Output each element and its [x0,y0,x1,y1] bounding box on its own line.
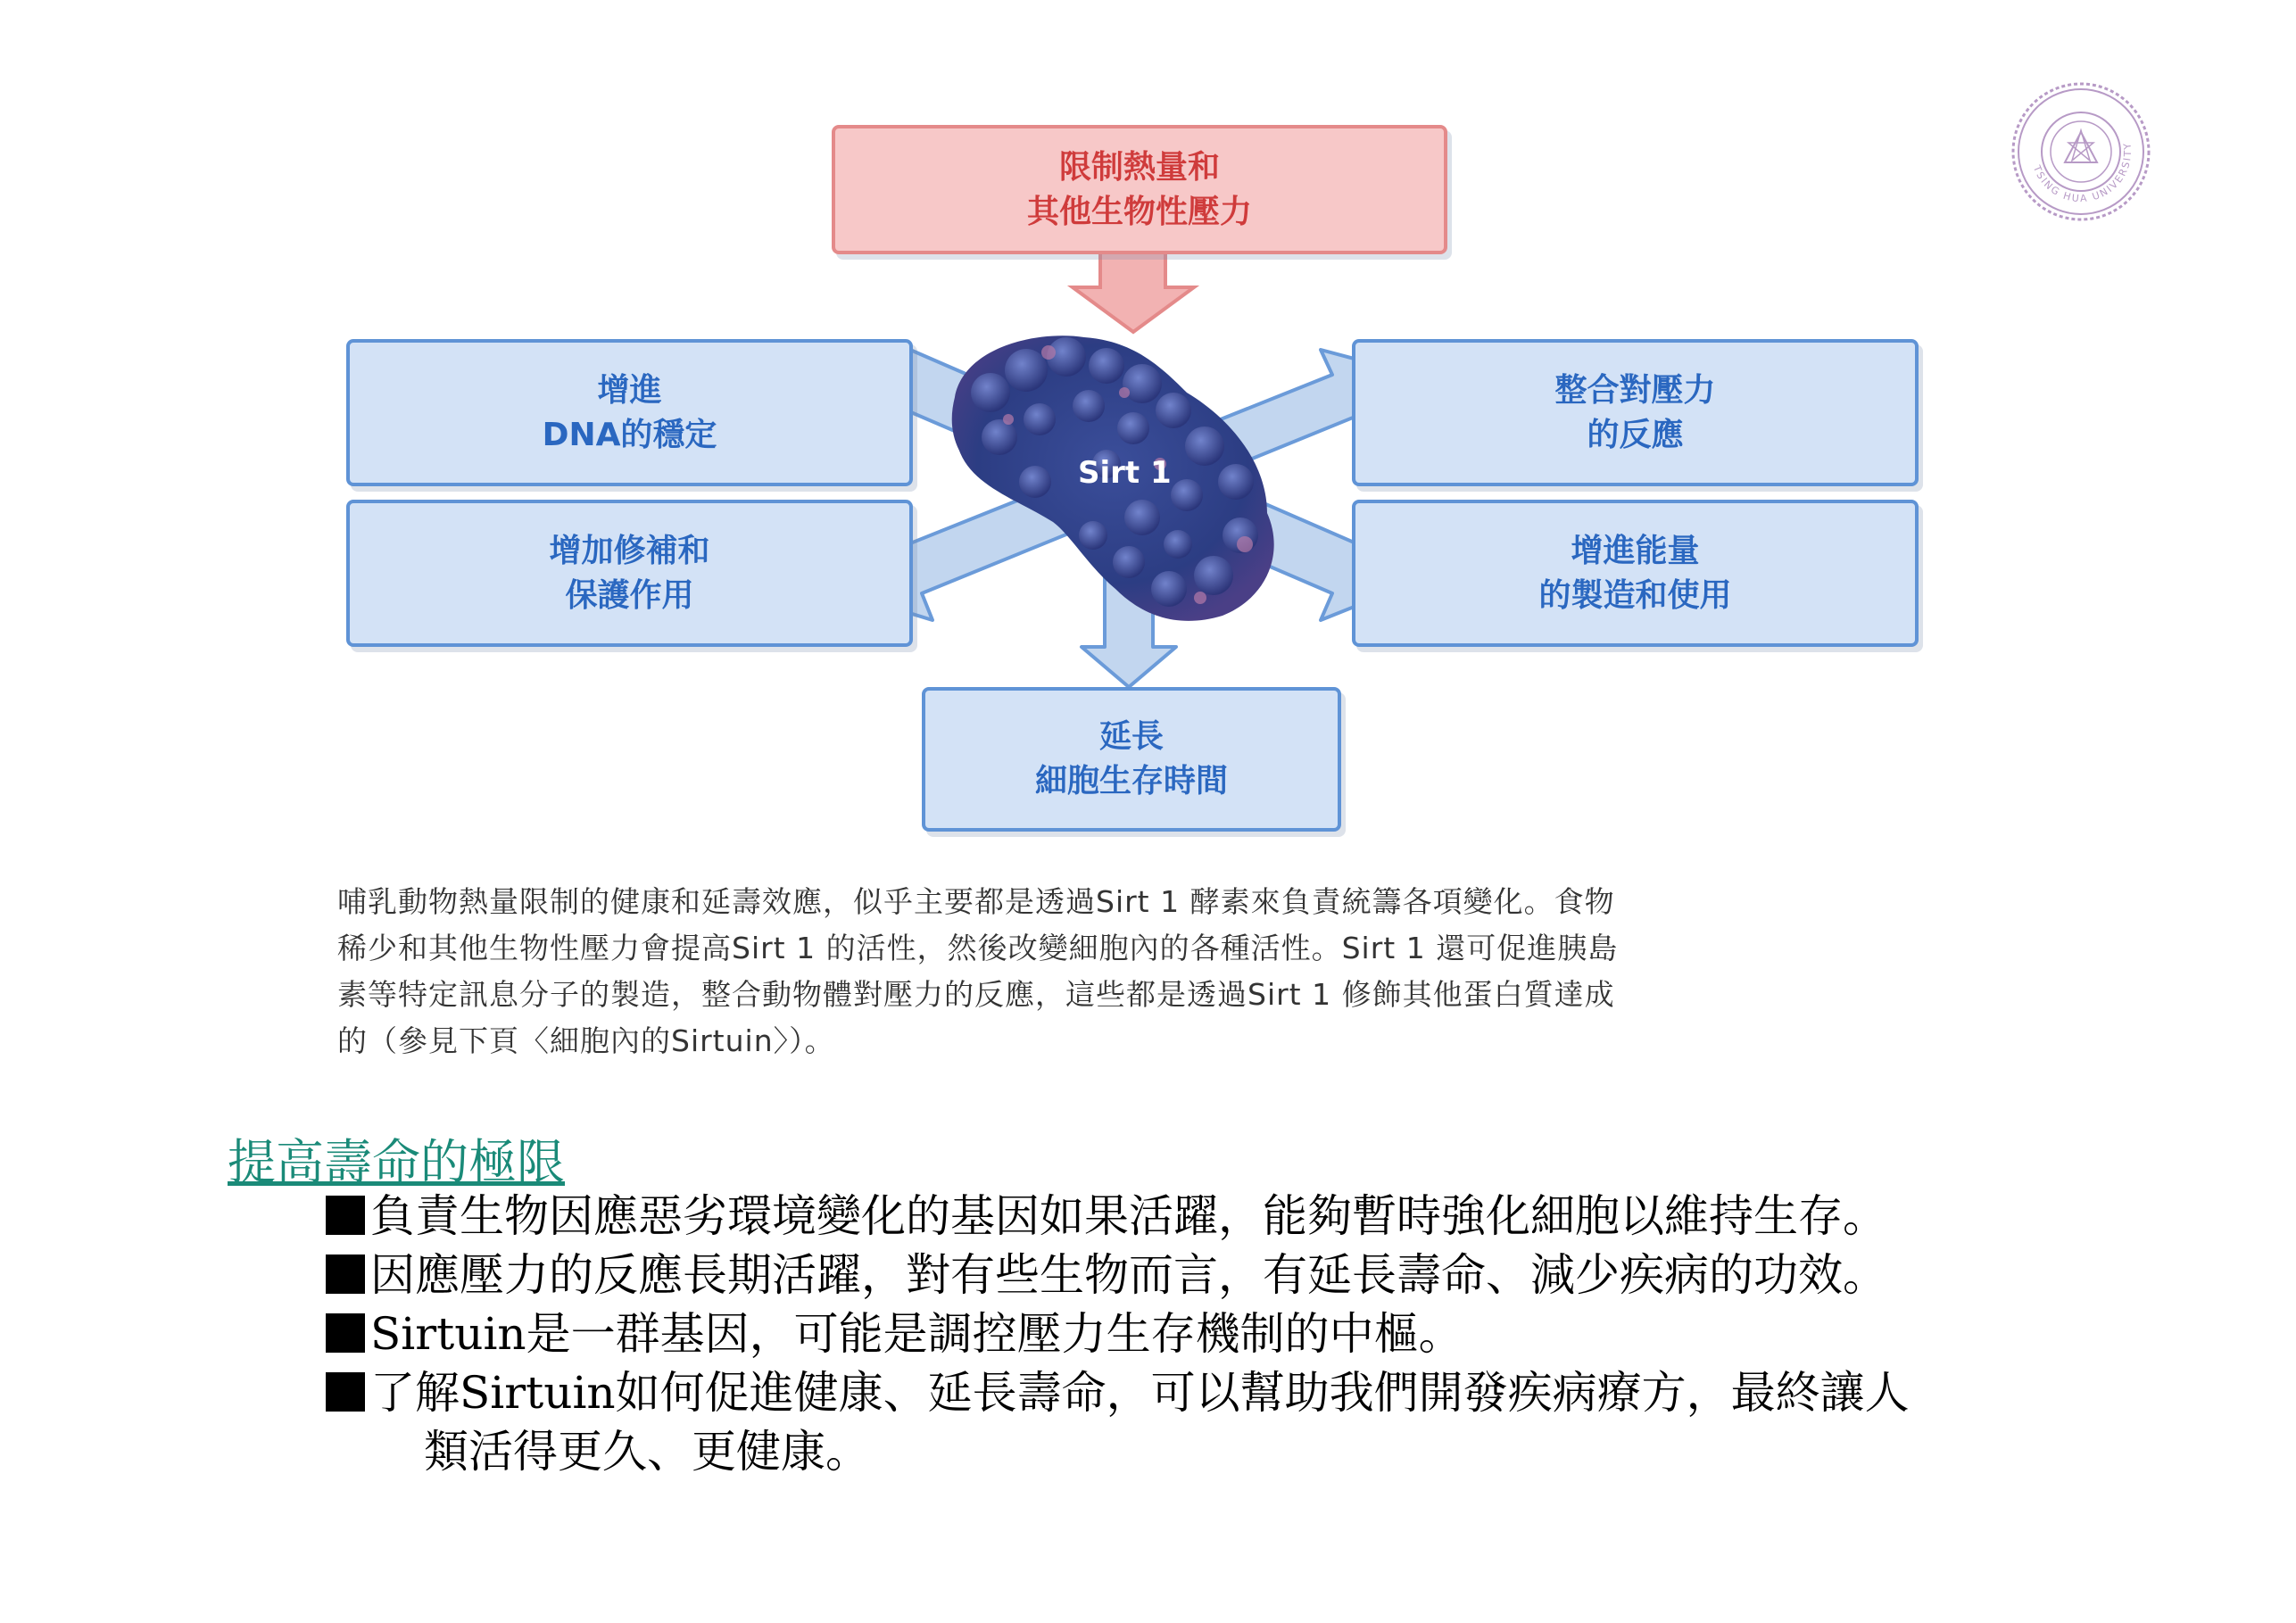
box-energy-production [1352,500,1919,647]
bullet-item [326,1246,1910,1304]
university-seal-logo [2010,80,2152,223]
bullet-text: 了解Sirtuin如何促進健康、延長壽命，可以幫助我們開發疾病療方，最終讓人 [370,1367,1910,1419]
caption-line-4: 的（參見下頁〈細胞內的Sirtuin〉）。 [337,1023,835,1058]
sirt1-label: Sirt 1 [1078,455,1172,491]
caption-line-2: 稀少和其他生物性壓力會提高Sirt 1 的活性，然後改變細胞內的各種活性。Sirt 1 還可促進胰島 [337,931,1619,965]
square-bullet-icon [326,1196,365,1235]
top-box-calorie-restriction [832,125,1447,254]
box-cell-survival [922,687,1341,832]
caption-line-1: 哺乳動物熱量限制的健康和延壽效應，似乎主要都是透過Sirt 1 酵素來負責統籌各項變化。食物 [337,884,1615,919]
box-energy-line-2: 的製造和使用 [1538,576,1732,614]
bullet-text: Sirtuin是一群基因，可能是調控壓力生存機制的中樞。 [370,1308,1463,1360]
square-bullet-icon [326,1372,365,1412]
box-dna-line-1: 增進 [597,371,662,409]
box-stress-line-1: 整合對壓力 [1554,371,1716,409]
caption-line-3: 素等特定訊息分子的製造，整合動物體對壓力的反應，這些都是透過Sirt 1 修飾其他蛋白質達成 [337,977,1615,1012]
svg-text:TSING HUA UNIVERSITY: TSING HUA UNIVERSITY [2030,140,2134,205]
figure-caption [337,879,1935,1064]
box-stress-line-2: 的反應 [1587,416,1684,453]
bullet-item [326,1363,1910,1422]
bullet-item [326,1304,1910,1363]
bullet-item [326,1187,1910,1246]
box-survival-line-2: 細胞生存時間 [1034,763,1228,799]
box-energy-line-1: 增進能量 [1571,532,1700,569]
bullet-text: 負責生物因應惡劣環境變化的基因如果活躍，能夠暫時強化細胞以維持生存。 [370,1190,1887,1242]
box-stress-response [1352,339,1919,486]
box-dna-line-2: DNA的穩定 [542,416,717,453]
arrow-down-top [1073,252,1194,332]
square-bullet-icon [326,1255,365,1294]
box-repair-protection [346,500,913,647]
box-repair-line-2: 保護作用 [565,576,694,614]
section-heading[interactable]: 提高壽命的極限 [228,1134,565,1190]
square-bullet-icon [326,1313,365,1353]
box-dna-stability [346,339,913,486]
top-box-line-1: 限制熱量和 [1058,148,1220,186]
box-repair-line-1: 增加修補和 [549,532,710,569]
bullet-continuation: 類活得更久、更健康。 [424,1426,870,1478]
bullet-text: 因應壓力的反應長期活躍，對有些生物而言，有延長壽命、減少疾病的功效。 [370,1249,1887,1301]
bullet-list [326,1187,1910,1481]
box-survival-line-1: 延長 [1098,718,1164,755]
top-box-line-2: 其他生物性壓力 [1026,193,1252,230]
